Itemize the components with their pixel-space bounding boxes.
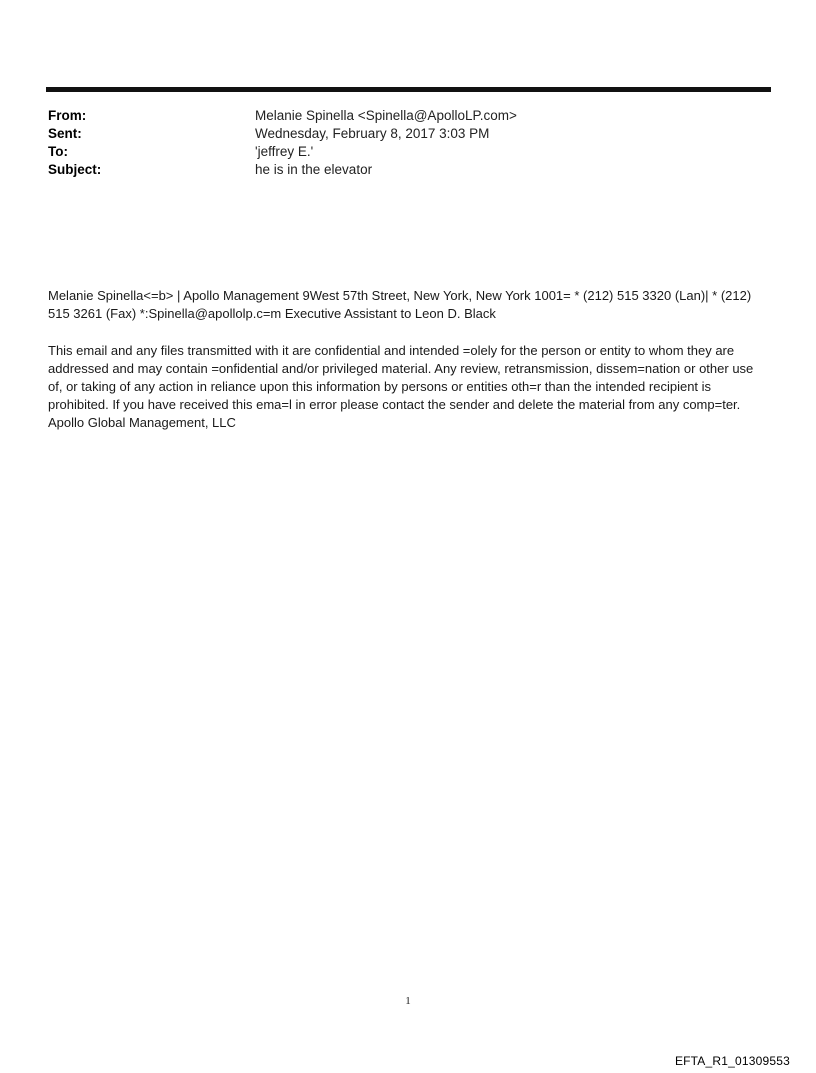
page-number: 1 [405,995,411,1007]
email-header [48,107,768,179]
subject-value: he is in the elevator [255,162,373,177]
from-value: Melanie Spinella <Spinella@ApolloLP.com> [255,108,517,123]
from-row [48,107,768,125]
subject-row [48,161,768,179]
subject-label: Subject: [48,162,102,177]
to-row [48,143,768,161]
from-label: From: [48,108,87,123]
document-id: EFTA_R1_01309553 [674,1054,790,1068]
header-divider [46,87,771,92]
sent-label: Sent: [48,126,82,141]
to-label: To: [48,144,68,159]
to-value: 'jeffrey E.' [255,144,314,159]
sent-value: Wednesday, February 8, 2017 3:03 PM [255,126,490,141]
sent-row [48,125,768,143]
confidentiality-disclaimer: This email and any files transmitted with it are confidential and intended =olely for the person or entity to whom they are addressed and may contain =onfidential and/or privileged material. Any review, retransmission, dissem=nation or other use of, or taking of any action in reliance upon this information by persons or entities oth=r than the intended recipient is prohibited. If you have received this ema=l in error please contact the sender and delete the material from any comp=ter. Apollo Global Management, LLC [48,343,754,430]
email-signature: Melanie Spinella<=b> | Apollo Management 9West 57th Street, New York, New York 1001= * (212) 515 3320 (Lan)| * (212) 515 3261 (Fax) *:Spinella@apollolp.c=m Executive Assistant to Leon D. Black [48,288,752,321]
